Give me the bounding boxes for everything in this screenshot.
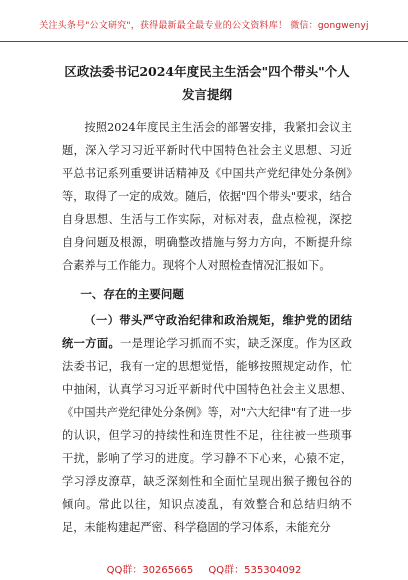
header-divider	[0, 41, 408, 42]
qq-group-1: QQ群：30265665	[106, 565, 194, 576]
qq-group-2: QQ群：535304092	[208, 565, 302, 576]
promo-header: 关注头条号"公文研究"，获得最新最全最专业的公文资料库！ 微信：gongwenyj	[39, 21, 369, 31]
document-title: 区政法委书记2024年度民主生活会"四个带头"个人发言提纲	[64, 64, 350, 102]
section-heading-problems: 一、存在的主要问题	[80, 287, 184, 301]
intro-paragraph: 按照2024年度民主生活会的部署安排，我紧扣会议主题，深入学习习近平新时代中国特色社会主义思想、习近平总书记系列重要讲话精神及《中国共产党纪律处分条例》等，取得了一定的成效。随后，依据"四个带头"要求，结合自身思想、生活与工作实际，对标对表，盘点检视，深挖自身问题及根源，明确整改措施与努力方向，不断提升综合素养与工作能力。现将个人对照检查情况汇报如下。	[62, 121, 352, 272]
item1-body: 一是理论学习抓而不实，缺乏深度。作为区政法委书记，我有一定的思想觉悟，能够按照规定动作，忙中抽闲，认真学习习近平新时代中国特色社会主义思想、《中国共产党纪律处分条例》等，对"六大纪律"有了进一步的认识，但学习的持续性和连贯性不足，往往被一些琐事干扰，影响了学习的进度。学习静不下心来，心猿不定，学习浮皮潦草，缺乏深刻性和全面忙呈现出猴子搬包谷的倾向。常此以往，知识点凌乱，有效整合和总结归纳不足，未能构建起严密、科学稳固的学习体系，未能充分	[62, 337, 352, 534]
item1-paragraph	[62, 309, 352, 539]
document-body	[62, 60, 352, 539]
contact-footer	[0, 561, 408, 576]
item1-lead: （一）带头严守政治纪律和政治规矩，维护党的团结统一方面。	[62, 313, 352, 350]
